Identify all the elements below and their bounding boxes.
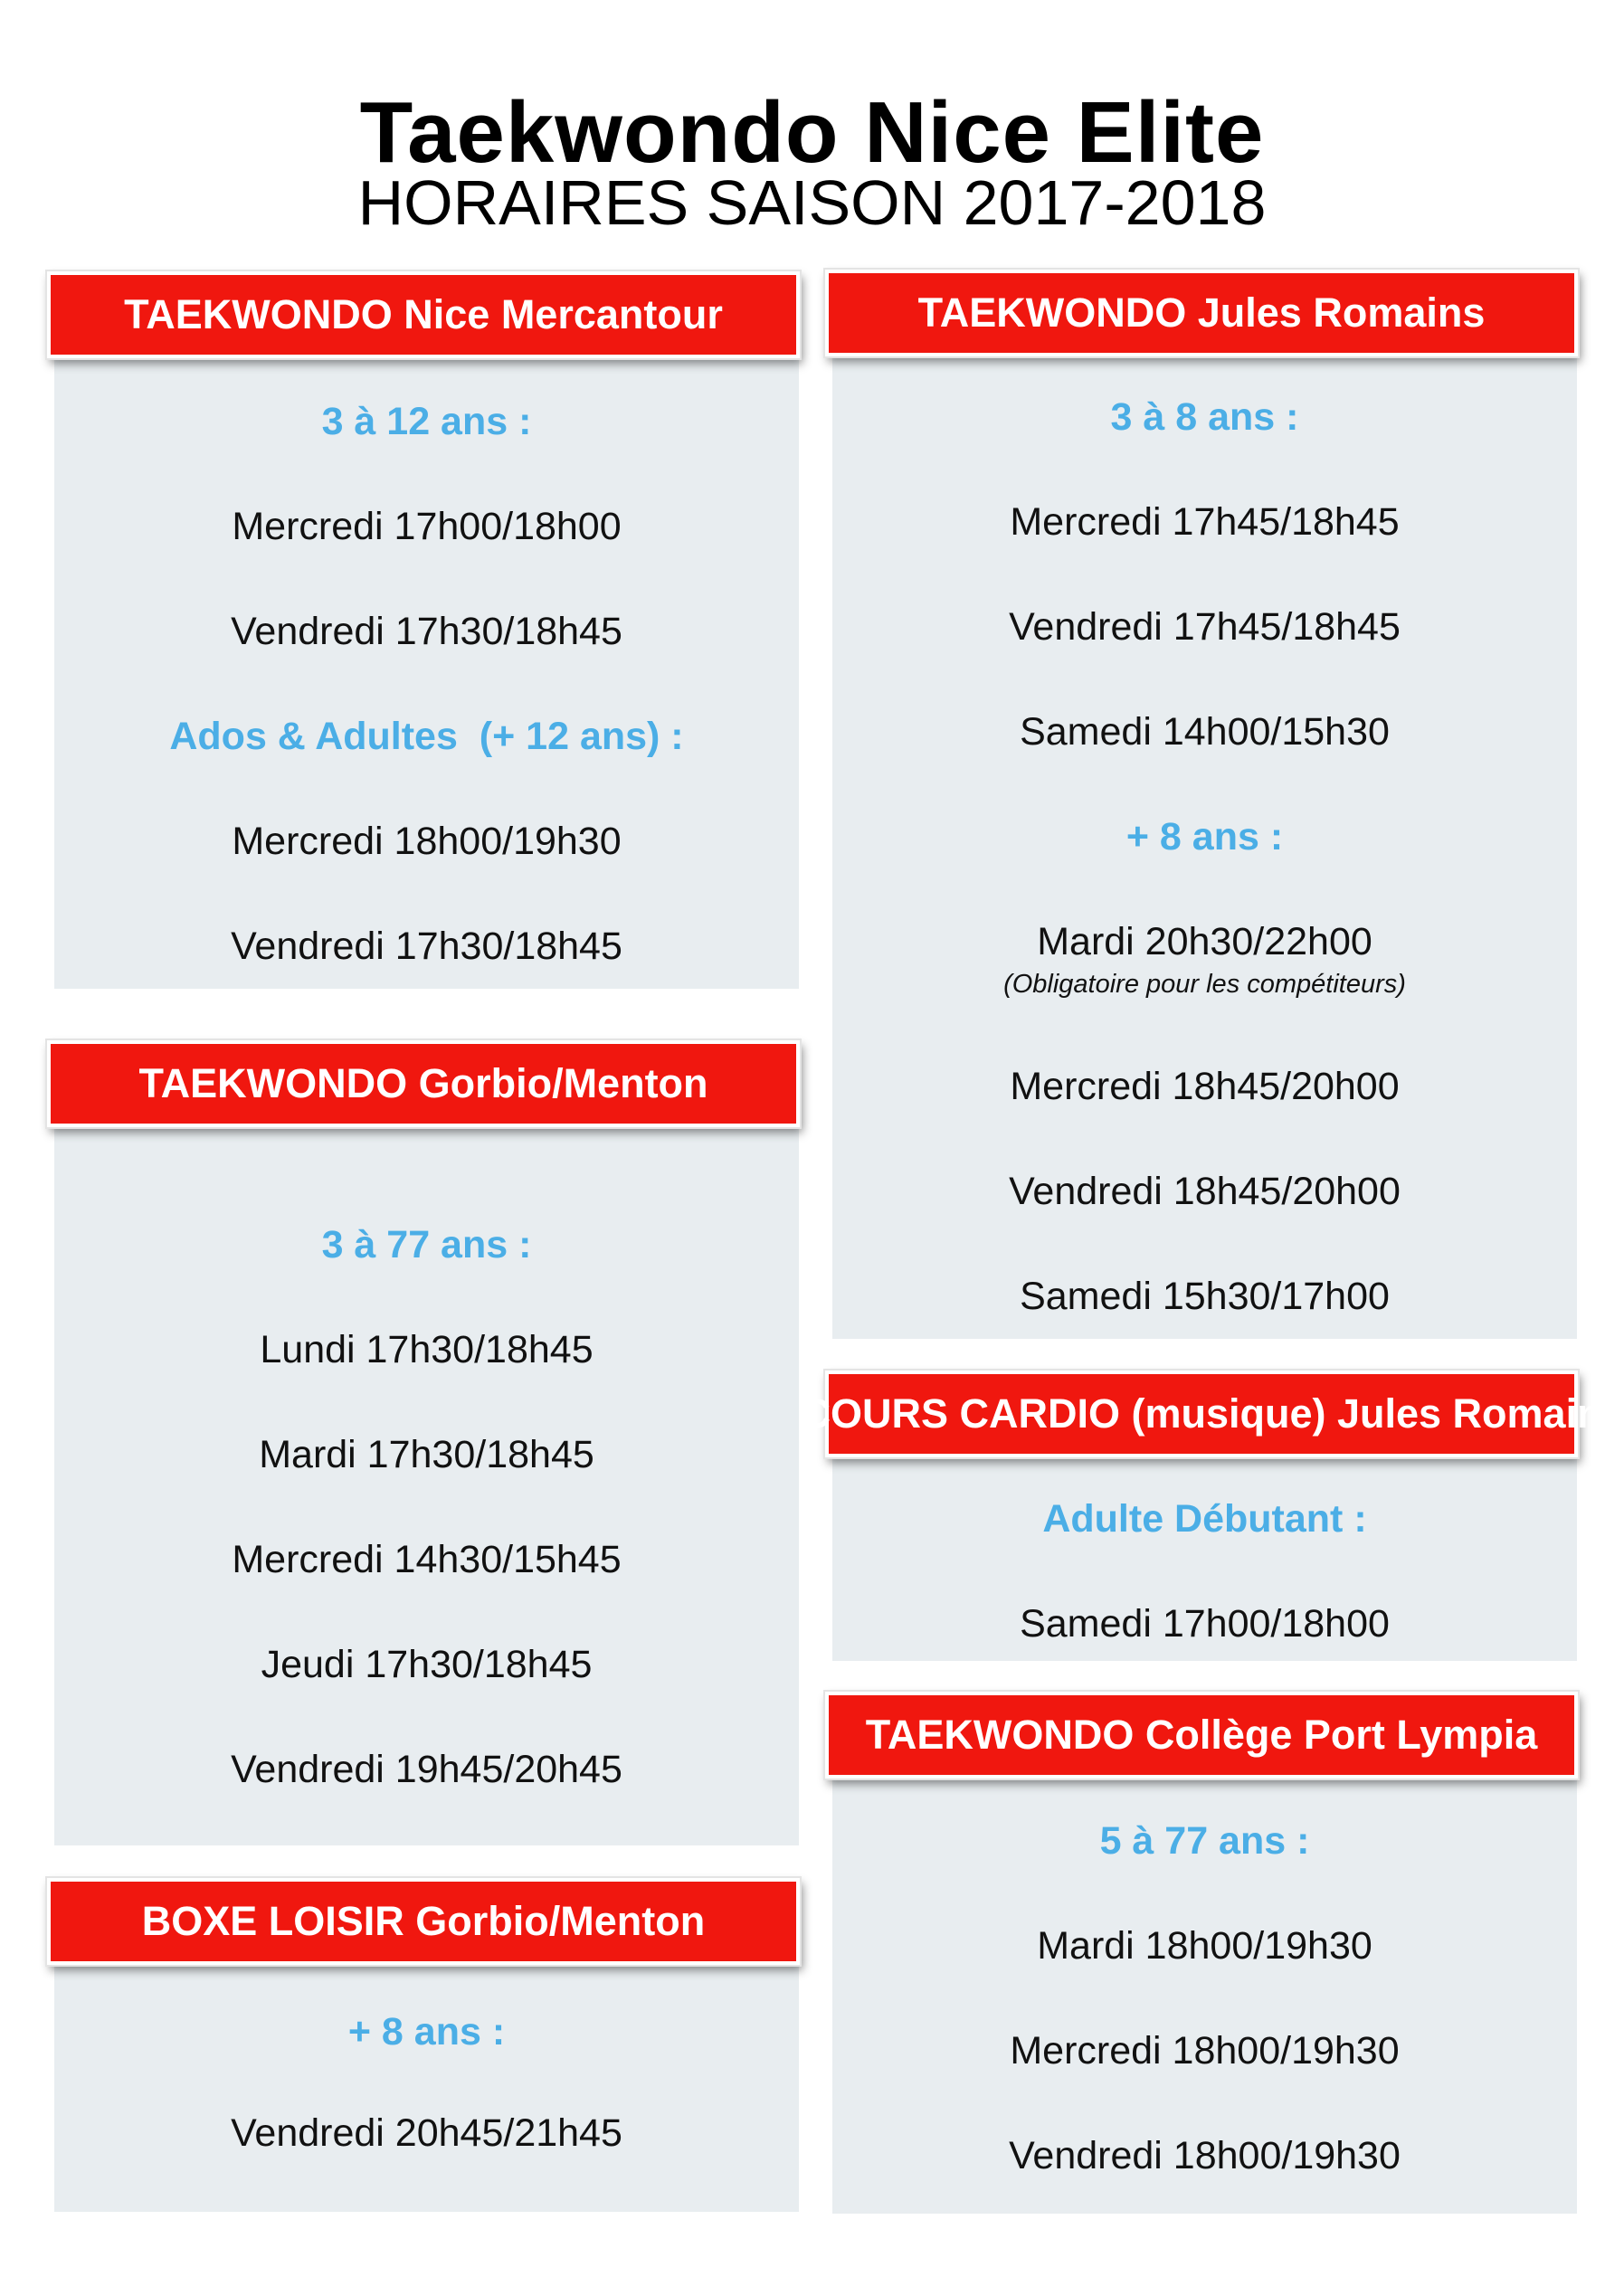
section-header-jules-romains: TAEKWONDO Jules Romains bbox=[825, 270, 1578, 356]
panel-boxe bbox=[54, 1963, 799, 2212]
age-label: + 8 ans : bbox=[347, 2010, 506, 2054]
page-title: Taekwondo Nice Elite bbox=[359, 84, 1265, 181]
competitor-note: (Obligatoire pour les compétiteurs) bbox=[1003, 970, 1406, 999]
age-label: 3 à 12 ans : bbox=[321, 400, 532, 443]
age-label: 3 à 8 ans : bbox=[1110, 395, 1299, 439]
schedule-slot: Samedi 14h00/15h30 bbox=[1020, 710, 1390, 754]
schedule-slot: Vendredi 17h30/18h45 bbox=[231, 925, 622, 968]
schedule-slot: Vendredi 18h00/19h30 bbox=[1009, 2134, 1401, 2177]
schedule-slot: Vendredi 17h30/18h45 bbox=[231, 610, 622, 653]
schedule-slot: Samedi 17h00/18h00 bbox=[1020, 1602, 1390, 1646]
schedule-slot: Vendredi 18h45/20h00 bbox=[1009, 1170, 1401, 1213]
age-label: + 8 ans : bbox=[1125, 815, 1284, 858]
schedule-slot: Vendredi 20h45/21h45 bbox=[231, 2111, 622, 2155]
section-header-boxe: BOXE LOISIR Gorbio/Menton bbox=[47, 1878, 800, 1965]
schedule-slot: Mercredi 18h00/19h30 bbox=[232, 820, 622, 863]
schedule-slot: Mercredi 14h30/15h45 bbox=[232, 1538, 622, 1581]
section-header-cardio: COURS CARDIO (musique) Jules Romain bbox=[825, 1371, 1578, 1457]
age-label: 5 à 77 ans : bbox=[1099, 1819, 1310, 1863]
schedule-slot: Mardi 17h30/18h45 bbox=[259, 1433, 594, 1476]
schedule-slot: Mercredi 18h00/19h30 bbox=[1010, 2029, 1400, 2073]
age-label: 3 à 77 ans : bbox=[321, 1223, 532, 1266]
schedule-slot: Mercredi 17h00/18h00 bbox=[232, 505, 622, 548]
schedule-slot: Mercredi 18h45/20h00 bbox=[1010, 1065, 1400, 1108]
section-header-gorbio: TAEKWONDO Gorbio/Menton bbox=[47, 1040, 800, 1127]
section-header-port-lympia: TAEKWONDO Collège Port Lympia bbox=[825, 1692, 1578, 1779]
schedule-slot: Samedi 15h30/17h00 bbox=[1020, 1275, 1390, 1318]
schedule-slot: Jeudi 17h30/18h45 bbox=[261, 1643, 593, 1686]
age-label: Adulte Débutant : bbox=[1042, 1497, 1367, 1541]
page-subtitle: HORAIRES SAISON 2017-2018 bbox=[357, 167, 1267, 238]
schedule-slot: Mardi 18h00/19h30 bbox=[1037, 1924, 1372, 1968]
section-header-mercantour: TAEKWONDO Nice Mercantour bbox=[47, 271, 800, 358]
schedule-slot: Mercredi 17h45/18h45 bbox=[1010, 500, 1400, 544]
schedule-slot: Lundi 17h30/18h45 bbox=[260, 1328, 594, 1371]
panel-mercantour bbox=[54, 357, 799, 989]
schedule-slot: Vendredi 19h45/20h45 bbox=[231, 1748, 622, 1791]
schedule-slot: Mardi 20h30/22h00 bbox=[1037, 920, 1372, 963]
age-label: Ados & Adultes (+ 12 ans) : bbox=[169, 715, 684, 758]
schedule-slot: Vendredi 17h45/18h45 bbox=[1009, 605, 1401, 649]
